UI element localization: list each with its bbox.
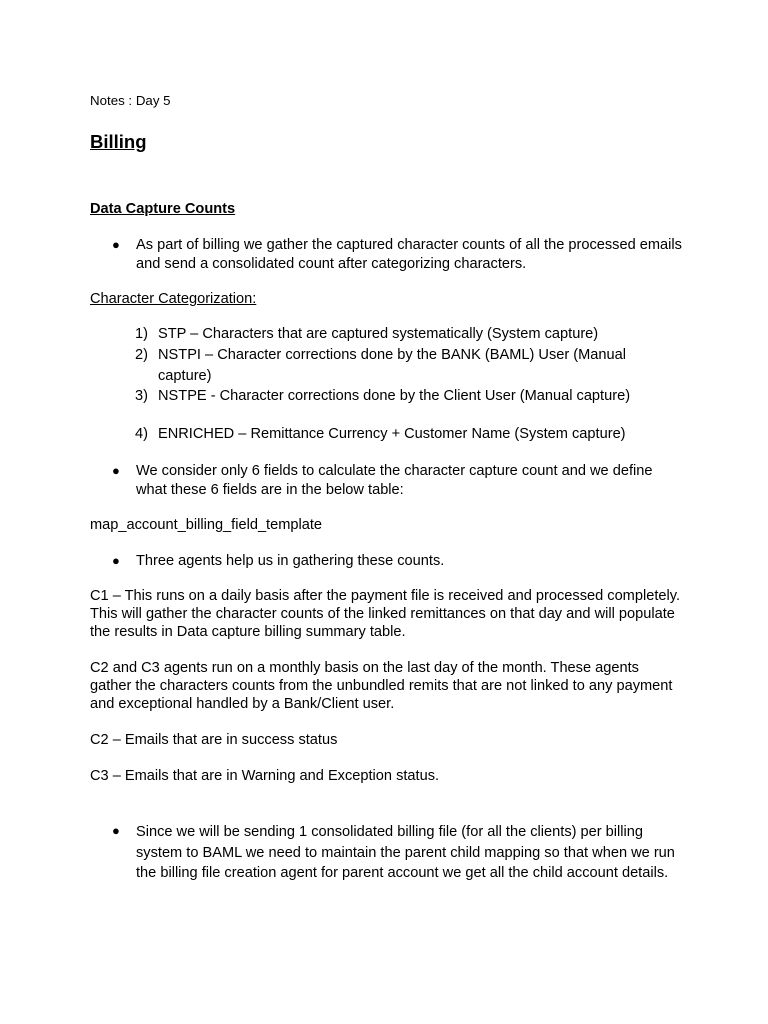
- bullet-text: Since we will be sending 1 consolidated billing file (for all the clients) per billing system to BAML we need to maintain the parent child mapping so that when we run the billing file creation agent for parent account we get all the child account details.: [136, 824, 675, 882]
- bullet-icon: ●: [112, 237, 120, 252]
- c2-paragraph: C2 – Emails that are in success status: [90, 732, 338, 748]
- category-number: 3): [135, 388, 148, 404]
- bullet-text: As part of billing we gather the captured character counts of all the processed emails and send a consolidated count after categorizing characters.: [136, 237, 682, 272]
- category-text: STP – Characters that are captured systematically (System capture): [158, 326, 599, 342]
- category-item: [135, 424, 695, 445]
- category-item: [135, 345, 695, 386]
- category-text: NSTPE - Character corrections done by the Client User (Manual capture): [158, 388, 631, 404]
- category-number: 4): [135, 426, 148, 442]
- bullet-item: [112, 236, 712, 273]
- bullet-item: [112, 462, 712, 499]
- notes-label: Notes : Day 5: [90, 93, 171, 108]
- bullet-item: [112, 822, 712, 884]
- category-text: NSTPI – Character corrections done by the BANK (BAML) User (Manual capture): [158, 347, 626, 384]
- bullet-text: We consider only 6 fields to calculate the character capture count and we define what these 6 fields are in the below table:: [136, 463, 653, 498]
- bullet-icon: ●: [112, 463, 120, 478]
- category-item: [135, 324, 695, 345]
- bullet-item: [112, 552, 712, 571]
- categorization-heading: Character Categorization:: [90, 291, 257, 307]
- c1-paragraph: C1 – This runs on a daily basis after the payment file is received and processed completely. This will gather the character counts of the linked remittances on that day and will populate the results in Data capture billing summary table.: [90, 588, 680, 640]
- bullet-text: Three agents help us in gathering these counts.: [136, 553, 445, 569]
- category-text: ENRICHED – Remittance Currency + Customer Name (System capture): [158, 426, 626, 442]
- c3-paragraph: C3 – Emails that are in Warning and Exception status.: [90, 768, 440, 784]
- document-title: Billing: [90, 131, 147, 152]
- category-number: 1): [135, 326, 148, 342]
- table-name: map_account_billing_field_template: [90, 517, 323, 533]
- bullet-icon: ●: [112, 823, 120, 838]
- category-number: 2): [135, 347, 148, 363]
- section-heading: Data Capture Counts: [90, 201, 236, 217]
- c2-c3-paragraph: C2 and C3 agents run on a monthly basis on the last day of the month. These agents gather the characters counts from the unbundled remits that are not linked to any payment and exceptional handled by a Bank/Client user.: [90, 660, 673, 712]
- bullet-icon: ●: [112, 553, 120, 568]
- category-item: [135, 386, 695, 407]
